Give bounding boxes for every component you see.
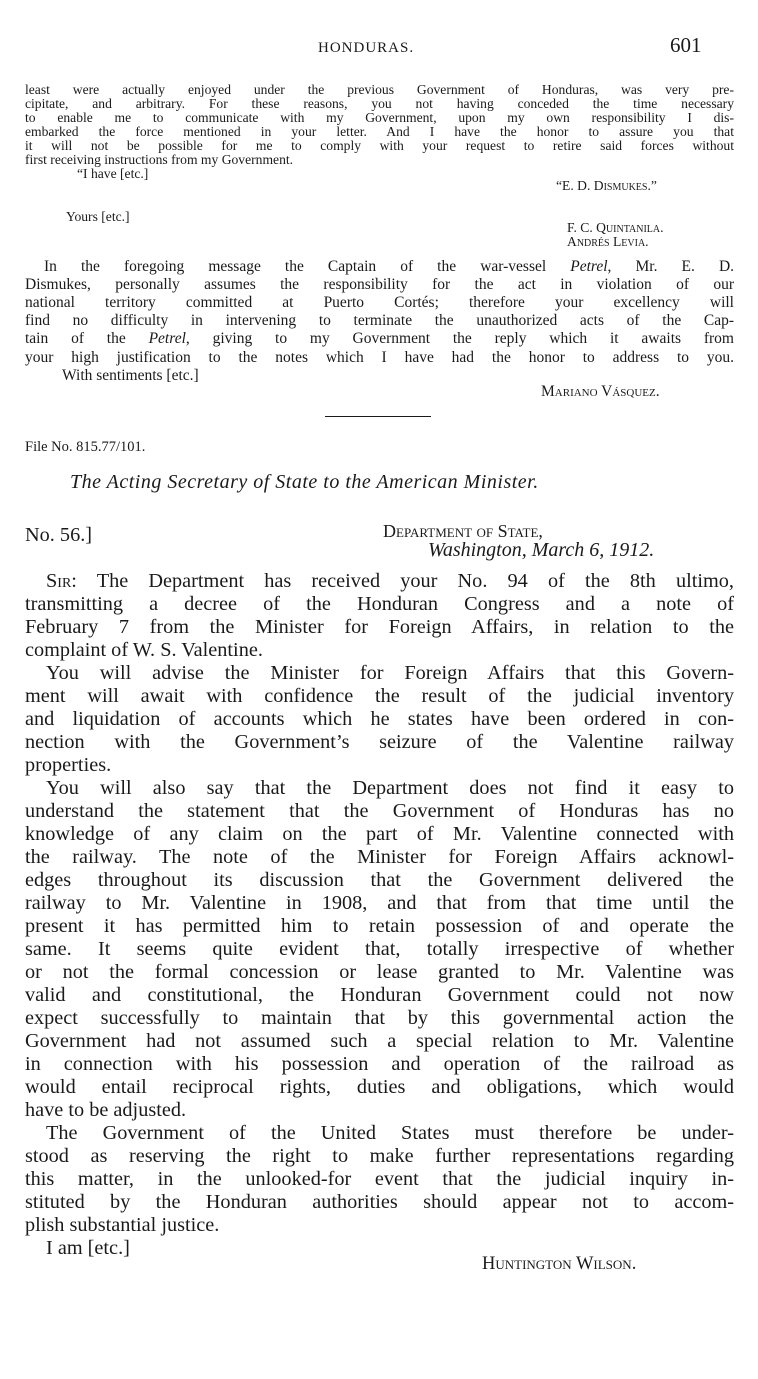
body-line: February 7 from the Minister for Foreign Affairs, in relation to the <box>25 616 734 638</box>
body-line: ment will await with confidence the result of the judicial inventory <box>25 685 734 707</box>
foregoing-line: Dismukes, personally assumes the responsibility for the act in violation of our <box>25 276 734 293</box>
letter-line: cipitate, and arbitrary. For these reasons, you not having conceded the time necessary <box>25 96 734 111</box>
body-line: You will also say that the Department does not find it easy to <box>46 777 734 799</box>
body-line: the railway. The note of the Minister for Foreign Affairs acknowl- <box>25 846 734 868</box>
dispatch-number: No. 56.] <box>25 524 93 546</box>
body-line: Sir: The Department has received your No. 94 of the 8th ultimo, <box>46 570 734 592</box>
body-line: edges throughout its discussion that the Government delivered the <box>25 869 734 891</box>
document-heading: The Acting Secretary of State to the American Minister. <box>70 471 539 493</box>
body-line: You will advise the Minister for Foreign Affairs that this Govern- <box>46 662 734 684</box>
body-line: valid and constitutional, the Honduran Government could not now <box>25 984 734 1006</box>
letter-signature: “E. D. Dismukes.” <box>556 178 657 193</box>
page-number: 601 <box>670 33 702 57</box>
body-line: expect successfully to maintain that by this governmental action the <box>25 1007 734 1029</box>
body-line: complaint of W. S. Valentine. <box>25 639 263 661</box>
signer-levia: Andrés Levia. <box>567 234 649 249</box>
body-line: knowledge of any claim on the part of Mr. Valentine connected with <box>25 823 734 845</box>
body-line: plish substantial justice. <box>25 1214 220 1236</box>
file-number: File No. 815.77/101. <box>25 439 146 455</box>
body-line: would entail reciprocal rights, duties and obligations, which would <box>25 1076 734 1098</box>
place-date: Washington, March 6, 1912. <box>428 539 655 561</box>
letter-closing-formula: I am [etc.] <box>46 1237 130 1259</box>
foregoing-line: find no difficulty in intervening to terminate the unauthorized acts of the Cap- <box>25 312 734 329</box>
body-line: railway to Mr. Valentine in 1908, and that from that time until the <box>25 892 734 914</box>
foregoing-line: tain of the Petrel, giving to my Government the reply which it awaits from <box>25 330 734 347</box>
yours-closing: Yours [etc.] <box>66 209 130 224</box>
body-line: properties. <box>25 754 112 776</box>
letter-line: first receiving instructions from my Government. <box>25 152 294 167</box>
foregoing-line: national territory committed at Puerto Cortés; therefore your excellency will <box>25 294 734 311</box>
body-line: and liquidation of accounts which he states have been ordered in con- <box>25 708 734 730</box>
body-line: The Government of the United States must therefore be under- <box>46 1122 734 1144</box>
letter-closing: “I have [etc.] <box>77 166 149 181</box>
body-line: Government had not assumed such a special relation to Mr. Valentine <box>25 1030 734 1052</box>
body-line: have to be adjusted. <box>25 1099 187 1121</box>
signer-quintanila: F. C. Quintanila. <box>567 220 664 235</box>
body-line: same. It seems quite evident that, totally irrespective of whether <box>25 938 734 960</box>
foregoing-line: In the foregoing message the Captain of the war-vessel Petrel, Mr. E. D. <box>44 258 735 275</box>
department-name: Department of State, <box>383 521 543 541</box>
body-line: stituted by the Honduran authorities should appear not to accom- <box>25 1191 734 1213</box>
body-line: present it has permitted him to retain possession of and operate the <box>25 915 734 937</box>
salutation: Sir: <box>46 570 77 592</box>
body-line: or not the formal concession or lease granted to Mr. Valentine was <box>25 961 734 983</box>
body-line: transmitting a decree of the Honduran Congress and a note of <box>25 593 734 615</box>
foregoing-signature: Mariano Vásquez. <box>541 383 660 400</box>
body-line: in connection with his possession and operation of the railroad as <box>25 1053 734 1075</box>
running-header: HONDURAS. <box>318 40 415 56</box>
signature-wilson: Huntington Wilson. <box>482 1254 637 1274</box>
foregoing-line: your high justification to the notes which I have had the honor to address to you. <box>25 349 734 366</box>
body-line: understand the statement that the Government of Honduras has no <box>25 800 734 822</box>
body-line: stood as reserving the right to make further representations regarding <box>25 1145 734 1167</box>
letter-line: it will not be possible for me to comply with your request to retire said forces without <box>25 138 734 153</box>
foregoing-closing: With sentiments [etc.] <box>62 367 199 384</box>
body-line: nection with the Government’s seizure of the Valentine railway <box>25 731 734 753</box>
section-divider <box>325 416 431 417</box>
letter-line: least were actually enjoyed under the previous Government of Honduras, was very pre- <box>25 82 734 97</box>
letter-line: embarked the force mentioned in your letter. And I have the honor to assure you that <box>25 124 734 139</box>
body-line: this matter, in the unlooked-for event that the judicial inquiry in- <box>25 1168 734 1190</box>
letter-line: to enable me to communicate with my Government, upon my own responsibility I dis- <box>25 110 734 125</box>
